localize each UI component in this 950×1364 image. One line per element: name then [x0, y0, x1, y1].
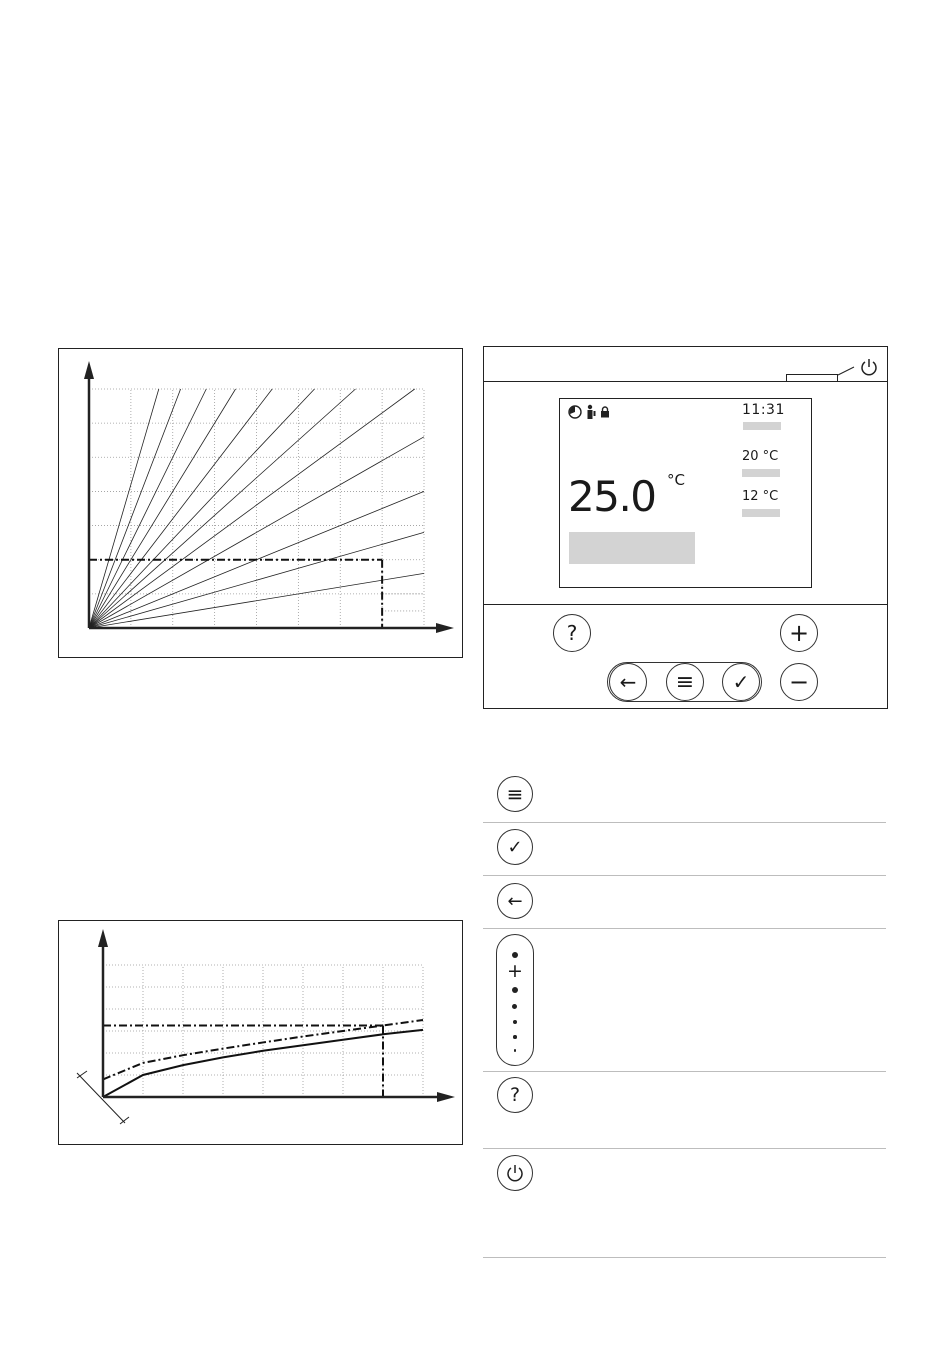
- chart-2-frame: [58, 920, 463, 1145]
- dot-icon: [513, 1020, 517, 1024]
- legend-row-adjust: [483, 929, 886, 1072]
- lock-icon: [600, 406, 610, 418]
- legend-ok-symbol: ✓: [507, 836, 523, 858]
- chart-1-frame: [58, 348, 463, 658]
- clock-icon: [568, 405, 582, 419]
- temp-1-bar: [742, 469, 780, 477]
- chart1-curve-12: [89, 389, 159, 628]
- menu-icon: [497, 776, 533, 812]
- dot-icon: [512, 987, 518, 993]
- dot-icon: [512, 952, 518, 958]
- legend-row-back: [483, 876, 886, 929]
- ok-button[interactable]: [722, 663, 760, 701]
- minus-button[interactable]: [780, 663, 818, 701]
- chart2-x-axis-arrow: [437, 1092, 455, 1102]
- chart1-x-axis-arrow: [436, 623, 454, 633]
- chart1-curve-7: [89, 389, 314, 628]
- power-switch-slot[interactable]: [786, 374, 838, 382]
- chart2-y-axis-arrow: [98, 929, 108, 947]
- main-temperature-unit: °C: [667, 471, 685, 489]
- dot-icon: [514, 1049, 517, 1052]
- control-panel: [483, 346, 888, 709]
- chart2-dash-dot-curve: [103, 1020, 423, 1079]
- chart1-curve-1: [89, 573, 424, 628]
- back-button[interactable]: [609, 663, 647, 701]
- heating-curves-chart: [59, 349, 464, 659]
- plus-button-label: +: [788, 619, 810, 647]
- legend-back-symbol: ←: [507, 890, 523, 912]
- adjust-slider-icon: [496, 934, 534, 1066]
- help-icon: [497, 1077, 533, 1113]
- back-arrow-icon: [497, 883, 533, 919]
- ok-button-label: ✓: [732, 670, 750, 694]
- temp-2-readout: 12 °C: [742, 489, 779, 504]
- power-glyph: [505, 1163, 525, 1183]
- plus-symbol: +: [507, 960, 523, 982]
- legend-row-help: [483, 1072, 886, 1149]
- check-icon: [497, 829, 533, 865]
- help-button-label: ?: [566, 621, 578, 645]
- chart1-curve-11: [89, 389, 181, 628]
- power-icon: [497, 1155, 533, 1191]
- minus-button-label: −: [788, 668, 810, 696]
- chart1-y-axis-arrow: [84, 361, 94, 379]
- dot-icon: [513, 1035, 517, 1039]
- display-screen: [559, 398, 812, 588]
- main-temperature: 25.0: [568, 472, 656, 521]
- time-bar: [743, 422, 781, 430]
- chart1-curve-10: [89, 389, 206, 628]
- panel-divider: [484, 604, 887, 605]
- legend-help-symbol: ?: [509, 1084, 521, 1106]
- legend-row-ok: [483, 823, 886, 876]
- power-leader-line: [836, 361, 856, 377]
- dot-icon: [512, 1004, 517, 1009]
- offset-curve-chart: [59, 921, 464, 1146]
- temp-1-readout: 20 °C: [742, 449, 779, 464]
- chart1-curve-5: [89, 389, 415, 628]
- legend-row-power: [483, 1149, 886, 1258]
- chart1-curve-6: [89, 389, 355, 628]
- status-bar: [569, 532, 695, 564]
- back-button-label: ←: [619, 670, 637, 694]
- chart1-curve-8: [89, 389, 272, 628]
- temp-2-bar: [742, 509, 780, 517]
- plus-button[interactable]: [780, 614, 818, 652]
- power-icon[interactable]: [859, 357, 879, 377]
- help-button[interactable]: [553, 614, 591, 652]
- legend-menu-symbol: ≡: [506, 782, 524, 806]
- menu-button[interactable]: [666, 663, 704, 701]
- person-icon: [585, 404, 597, 420]
- menu-button-label: ≡: [675, 669, 695, 695]
- legend-row-menu: [483, 770, 886, 823]
- time-readout: 11:31: [742, 402, 785, 418]
- status-icons: [568, 404, 610, 420]
